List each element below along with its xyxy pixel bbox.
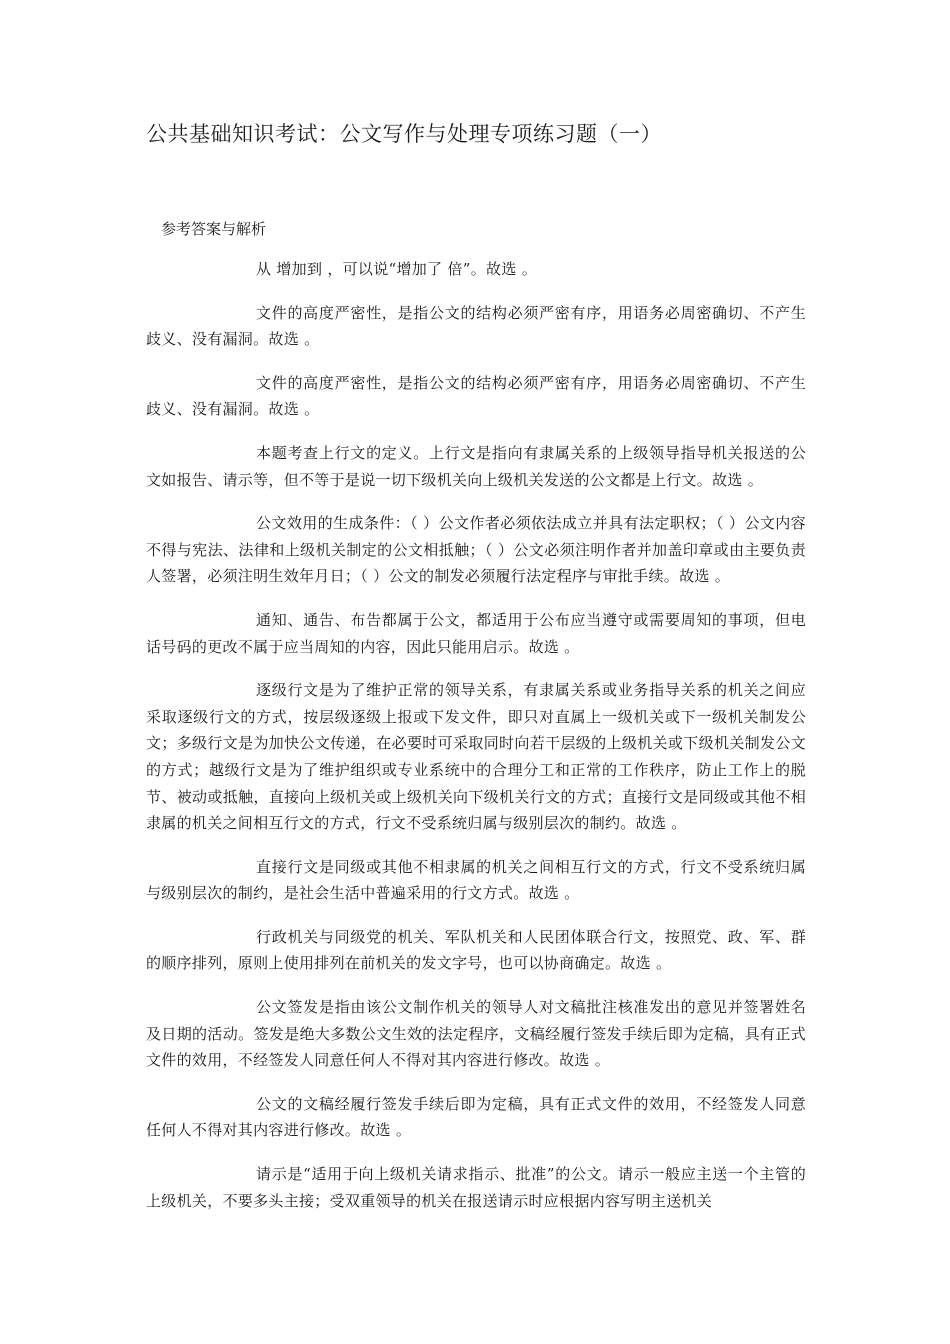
document-title: 公共基础知识考试：公文写作与处理专项练习题（一） [146, 122, 662, 146]
answer-paragraph: 通知、通告、布告都属于公文，都适用于公布应当遵守或需要周知的事项，但电话号码的更改不属于应当周知的内容，因此只能用启示。故选 。 [146, 610, 806, 656]
answer-paragraph: 逐级行文是为了维护正常的领导关系，有隶属关系或业务指导关系的机关之间应采取逐级行文的方式，按层级逐级上报或下发文件，即只对直属上一级机关或下一级机关制发公文；多级行文是为加快公文传递，在必要时可采取同时向若干层级的上级机关或下级机关制发公文的方式；越级行文是为了维护组织或专业系统中的合理分工和正常的工作秩序，防止工作上的脱节、被动或抵触，直接向上级机关或上级机关向下级机关行文的方式；直接行文是同级或其他不相隶属的机关之间相互行文的方式，行文不受系统归属与级别层次的制约。故选 。 [146, 681, 806, 833]
answer-paragraph: 公文的文稿经履行签发手续后即为定稿，具有正式文件的效用，不经签发人同意任何人不得对其内容进行修改。故选 。 [146, 1094, 806, 1140]
section-heading: 参考答案与解析 [161, 220, 267, 238]
answer-paragraph: 公文签发是指由该公文制作机关的领导人对文稿批注核准发出的意见并签署姓名及日期的活动。签发是绝大多数公文生效的法定程序，文稿经履行签发手续后即为定稿，具有正式文件的效用，不经签发人同意任何人不得对其内容进行修改。故选 。 [146, 998, 806, 1070]
answer-paragraph: 公文效用的生成条件：（ ）公文作者必须依法成立并具有法定职权；（ ）公文内容不得与宪法、法律和上级机关制定的公文相抵触；（ ）公文必须注明作者并加盖印章或由主要负责人签署，必须注明生效年月日；（ ）公文的制发必须履行法定程序与审批手续。故选 。 [146, 514, 806, 586]
answer-paragraph: 文件的高度严密性，是指公文的结构必须严密有序，用语务必周密确切、不产生歧义、没有漏洞。故选 。 [146, 303, 806, 349]
answer-paragraph: 本题考查上行文的定义。上行文是指向有隶属关系的上级领导指导机关报送的公文如报告、请示等，但不等于是说一切下级机关向上级机关发送的公文都是上行文。故选 。 [146, 443, 806, 489]
answer-paragraph: 行政机关与同级党的机关、军队机关和人民团体联合行文，按照党、政、军、群的顺序排列，原则上使用排列在前机关的发文字号，也可以协商确定。故选 。 [146, 927, 806, 973]
answer-list [146, 256, 806, 1231]
answer-paragraph: 直接行文是同级或其他不相隶属的机关之间相互行文的方式，行文不受系统归属与级别层次的制约，是社会生活中普遍采用的行文方式。故选 。 [146, 857, 806, 903]
answer-paragraph: 文件的高度严密性，是指公文的结构必须严密有序，用语务必周密确切、不产生歧义、没有漏洞。故选 。 [146, 373, 806, 419]
answer-paragraph: 请示是“适用于向上级机关请求指示、批准”的公文。请示一般应主送一个主管的上级机关，不要多头主接；受双重领导的机关在报送请示时应根据内容写明主送机关 [146, 1165, 806, 1210]
answer-paragraph: 从 增加到 ，可以说“增加了 倍”。故选 。 [256, 260, 538, 278]
